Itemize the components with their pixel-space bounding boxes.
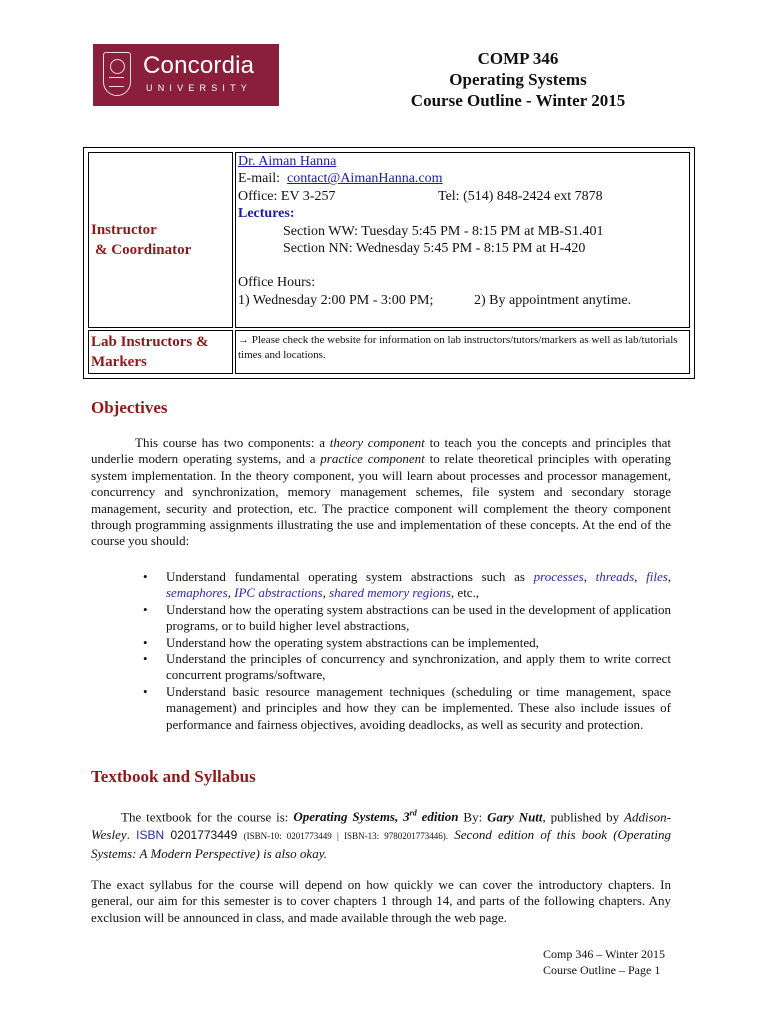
lectures-label: Lectures: <box>238 206 295 222</box>
course-code: COMP 346 <box>477 49 559 68</box>
lab-details: → Please check the website for information on lab instructors/tutors/markers as well as lab/tutorials times and locations. <box>235 330 690 374</box>
logo-name: Concordia <box>143 52 255 79</box>
list-item: • Understand the principles of concurrency and synchronization, and apply them to write correct concurrent programs/software, <box>143 651 671 684</box>
textbook-heading: Textbook and Syllabus <box>91 767 256 786</box>
lab-row <box>88 330 690 374</box>
textbook-paragraph: The textbook for the course is: Operating Systems, 3rd edition By: Gary Nutt, published by Addison-Wesley. ISBN 0201773449 (ISBN-10: 0201773449 | ISBN-13: 9780201773446). Second edition of this book (Operating Systems: A Modern Perspective) is also okay. <box>91 809 671 862</box>
list-item: • Understand fundamental operating system abstractions such as processes, threads, files, semaphores, IPC abstractions, shared memory regions, etc., <box>143 569 671 602</box>
concordia-logo <box>93 44 279 106</box>
lab-label: Lab Instructors & Markers <box>88 330 233 374</box>
section-ww: Section WW: Tuesday 5:45 PM - 8:15 PM at MB-S1.401 <box>283 223 604 239</box>
objectives-heading: Objectives <box>91 398 168 417</box>
office: Office: EV 3-257 <box>238 188 336 204</box>
instructor-label: Instructor & Coordinator <box>88 152 233 328</box>
list-item: • Understand basic resource management techniques (scheduling or time management, space management) and principles and how they can be implemented. These also include issues of performance and fairness objectives, avoiding deadlocks, as well as security and protection. <box>143 684 671 733</box>
telephone: Tel: (514) 848-2424 ext 7878 <box>438 188 603 204</box>
crest-icon <box>103 52 131 96</box>
objectives-list <box>143 569 671 733</box>
page-footer <box>543 946 665 978</box>
objectives-paragraph: This course has two components: a theory component to teach you the concepts and principles that underlie modern operating systems, and a practice component to relate theoretical principles with operating system implementation. In the theory component, you will learn about processes and processor management, concurrency and synchronization, memory management schemes, file system and secondary storage management, security and protection, etc. The practice component will complement the theory component through programming assignments illustrating the use and implementation of these concepts. At the end of the course you should: <box>91 435 671 549</box>
list-item: • Understand how the operating system abstractions can be used in the development of application programs, or to build higher level abstractions, <box>143 602 671 635</box>
document-header <box>380 48 656 111</box>
office-hours-label: Office Hours: <box>238 275 316 291</box>
email-link[interactable]: contact@AimanHanna.com <box>287 171 443 187</box>
instructor-name-link[interactable]: Dr. Aiman Hanna <box>238 154 337 169</box>
syllabus-paragraph: The exact syllabus for the course will depend on how quickly we can cover the introductory chapters. In general, our aim for this semester is to cover chapters 1 through 14, and parts of the following chapters. Any exclusion will be announced in class, and made available through the web page. <box>91 877 671 925</box>
instructor-details: Dr. Aiman Hanna E-mail: contact@AimanHanna.com Office: EV 3-257 Tel: (514) 848-2424 ext 7878 Lectures: Section WW: Tuesday 5:45 PM - 8:15 PM at MB-S1.401 Section NN: Wednesday 5:45 PM - 8:15 PM at H-420 Office Hours: 1) Wednesday 2:00 PM - 3:00 PM; 2) By appointment anytime. <box>235 152 690 328</box>
course-title: Operating Systems <box>449 70 587 89</box>
info-table <box>83 147 695 379</box>
course-outline-title: Course Outline - Winter 2015 <box>410 91 626 110</box>
office-hours-1: 1) Wednesday 2:00 PM - 3:00 PM; <box>238 292 434 308</box>
arrow-icon: → <box>238 334 249 346</box>
instructor-row <box>88 152 690 328</box>
section-nn: Section NN: Wednesday 5:45 PM - 8:15 PM at H-420 <box>283 241 586 257</box>
footer-page: Course Outline – Page 1 <box>543 963 661 977</box>
list-item: • Understand how the operating system abstractions can be implemented, <box>143 635 671 651</box>
office-hours-2: 2) By appointment anytime. <box>474 292 632 308</box>
logo-sub: UNIVERSITY <box>146 83 253 93</box>
footer-course: Comp 346 – Winter 2015 <box>543 947 665 961</box>
